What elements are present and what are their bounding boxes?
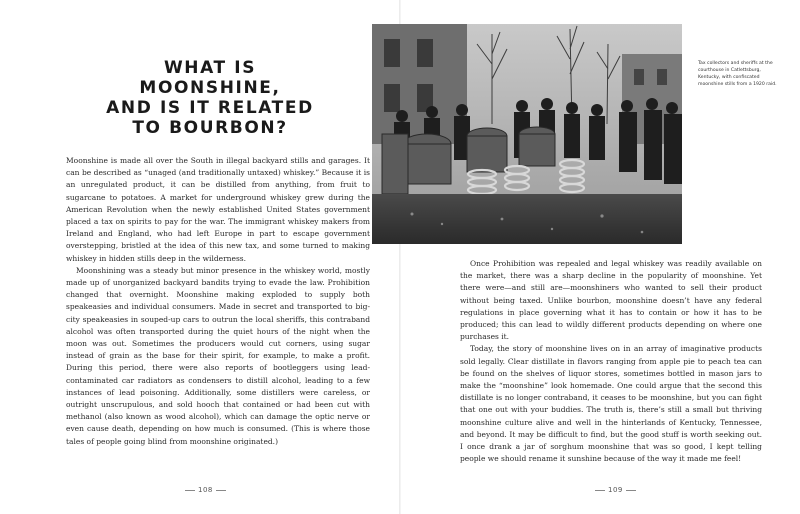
paragraph: Moonshining was a steady but minor presence in the whiskey world, mostly made up of unorganized backyard bandits trying to evade the law. Prohibition changed that overnight. Moonshine making exploded to supply both speakeasies and individual consumers. Made in secret and transported to big-city speakeasies in souped-up cars to outrun the local sheriffs, this contraband alcohol was often transported during the quiet hours of the night when the moon was out. Sometimes the producers would cut corners, using sugar instead of grain as the base for their spirit, for example, to make a profit. During this period, there were also reports of bootleggers using lead-contaminated car radiators as condensers to distill alcohol, leading to a few instances of lead poisoning. Additionally, some distillers were careless, or outright unscrupulous, and sold hooch that contained or had been cut with methanol (also known as wood alcohol), which can damage the optic nerve or even cause death, depending on how much is consumed. (This is where those tales of people going blind from moonshine originated.)	[66, 265, 370, 446]
page-number-left-text: 108	[198, 486, 213, 494]
page-number-right-text: 109	[608, 486, 623, 494]
chapter-title	[90, 58, 330, 138]
title-line-3: TO BOURBON?	[132, 118, 288, 138]
page-number-left	[182, 486, 229, 494]
page-number-right	[592, 486, 639, 494]
folio-dash	[626, 490, 636, 491]
paragraph: Moonshine is made all over the South in illegal backyard stills and garages. It can be described as “unaged (and traditionally untaxed) whiskey.” Because it is an unregulated product, it can be distilled from anything, from fruit to sugarcane to potatoes. A market for underground whiskey grew during the American Revolution when the newly established United States government placed a tax on spirits to pay for the war. The immigrant whiskey makers from Ireland and England, who had left Europe in part to escape government overstepping, bristled at the idea of this new tax, and some turned to making whiskey in hidden stills deep in the wilderness.	[66, 156, 370, 263]
title-line-2: AND IS IT RELATED	[106, 98, 314, 118]
paragraph: Once Prohibition was repealed and legal whiskey was readily available on the market, there was a sharp decline in the popularity of moonshine. Yet there were—and still are—moonshiners who wanted to sell their product without being taxed. Unlike bourbon, moonshine doesn’t have any federal regulations in place governing what it has to contain or how it has to be produced; this can lead to wildly different products depending on where one purchases it.	[460, 259, 762, 342]
right-body-text	[460, 258, 762, 465]
folio-dash	[595, 490, 605, 491]
title-line-1: WHAT IS MOONSHINE,	[139, 58, 281, 98]
left-body-text	[66, 155, 370, 448]
folio-dash	[216, 490, 226, 491]
right-page	[400, 0, 800, 514]
paragraph: Today, the story of moonshine lives on in an array of imaginative products sold legally. Clear distillate in flavors ranging from apple pie to peach tea can be found on the shelves of liquor stores, sometimes bottled in mason jars to make the “moonshine” look homemade. One could argue that the second this distillate is no longer contraband, it ceases to be moonshine, but you can fight that one out with your buddies. The truth is, there’s still a small but thriving moonshine culture alive and well in the hinterlands of Kentucky, Tennessee, and beyond. It may be difficult to find, but the good stuff is worth seeking out. I once drank a jar of sorghum moonshine that was so good, I kept telling people we should rename it sunshine because of the way it made me feel!	[460, 344, 762, 464]
folio-dash	[185, 490, 195, 491]
photo-caption: Tax collectors and sheriffs at the courthouse in Catlettsburg, Kentucky, with confiscated moonshine stills from a 1920 raid.	[698, 61, 777, 87]
